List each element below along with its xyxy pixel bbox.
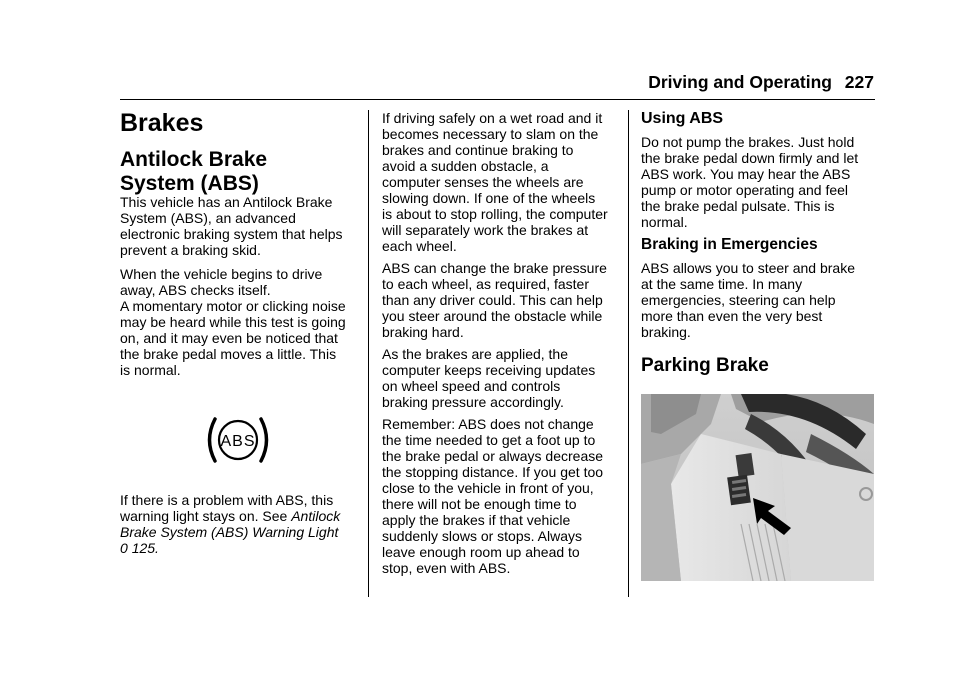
text-line: [120, 508, 360, 524]
text-line: the brake pedal moves a little. This: [120, 346, 337, 362]
abs-problem-paragraph: [120, 492, 360, 556]
page-ref-number: 125.: [131, 540, 159, 556]
abs-intro-paragraph: [120, 194, 360, 258]
text-line: each wheel.: [382, 238, 457, 254]
text-line: When the vehicle begins to drive: [120, 266, 323, 282]
text-italic: Antilock: [291, 508, 341, 524]
text-line: braking hard.: [382, 324, 464, 340]
text-line: on, and it may even be noticed that: [120, 330, 338, 346]
text-line: apply the brakes if that vehicle: [382, 512, 571, 528]
text-line: the brake pedal down firmly and let: [641, 150, 859, 166]
text-line: is normal.: [120, 362, 181, 378]
text-line: avoid a sudden obstacle, a: [382, 158, 549, 174]
text-line: System (ABS), an advanced: [120, 210, 296, 226]
text-line: suddenly slows or stops. Always: [382, 528, 582, 544]
text-line: If there is a problem with ABS, this: [120, 492, 334, 508]
text-line: computer keeps receiving updates: [382, 362, 596, 378]
subsection-title-abs: [120, 148, 267, 196]
using-abs-title: Using ABS: [641, 110, 724, 127]
abs-warning-light-icon: [206, 415, 270, 470]
section-title-brakes: Brakes: [120, 109, 204, 137]
text-plain: warning light stays on. See: [120, 508, 292, 524]
parking-brake-title: Parking Brake: [641, 355, 769, 376]
text-line: than any driver could. This can help: [382, 292, 603, 308]
text-line: If driving safely on a wet road and it: [382, 110, 603, 126]
text-line: electronic braking system that helps: [120, 226, 343, 242]
text-line: to each wheel, as required, faster: [382, 276, 590, 292]
page-ref-icon: 0: [120, 540, 128, 556]
column-divider-2: [628, 110, 629, 597]
page-reference[interactable]: [120, 540, 360, 556]
text-line: ABS work. You may hear the ABS: [641, 166, 851, 182]
text-line: braking.: [641, 324, 691, 340]
text-line: close to the vehicle in front of you,: [382, 480, 594, 496]
text-line: ABS allows you to steer and brake: [641, 260, 856, 276]
column-divider-1: [368, 110, 369, 597]
page-number: 227: [844, 72, 874, 92]
text-line: the brake pedal or always decrease: [382, 448, 604, 464]
parking-brake-photo: [641, 394, 874, 581]
subsection-title-line1: Antilock Brake: [120, 148, 268, 171]
text-line: Remember: ABS does not change: [382, 416, 594, 432]
abs-pressure-paragraph: [382, 260, 622, 340]
text-line: leave enough room up ahead to: [382, 544, 580, 560]
abs-wet-road-paragraph: [382, 110, 622, 254]
text-line: the brake pedal pulsate. This is: [641, 198, 835, 214]
subsection-title-line2: System (ABS): [120, 172, 259, 195]
text-line: is about to stop rolling, the computer: [382, 206, 608, 222]
abs-updates-paragraph: [382, 346, 622, 410]
text-line: normal.: [641, 214, 688, 230]
text-line: at the same time. In many: [641, 276, 803, 292]
text-line: emergencies, steering can help: [641, 292, 836, 308]
text-line: Brake System (ABS) Warning Light: [120, 524, 339, 540]
abs-remember-paragraph: [382, 416, 622, 576]
text-line: Do not pump the brakes. Just hold: [641, 134, 855, 150]
text-line: the stopping distance. If you get too: [382, 464, 604, 480]
emergency-paragraph: [641, 260, 877, 340]
text-line: there will not be enough time to: [382, 496, 577, 512]
text-line: slowing down. If one of the wheels: [382, 190, 596, 206]
abs-icon-text: ABS: [220, 433, 256, 450]
text-line: A momentary motor or clicking noise: [120, 298, 346, 314]
text-line: As the brakes are applied, the: [382, 346, 569, 362]
text-line: more than even the very best: [641, 308, 823, 324]
text-line: you steer around the obstacle while: [382, 308, 603, 324]
text-line: prevent a braking skid.: [120, 242, 261, 258]
abs-selfcheck-paragraph: [120, 266, 360, 378]
text-line: may be heard while this test is going: [120, 314, 346, 330]
text-line: away, ABS checks itself.: [120, 282, 271, 298]
text-line: computer senses the wheels are: [382, 174, 584, 190]
text-line: braking pressure accordingly.: [382, 394, 564, 410]
text-line: the time needed to get a foot up to: [382, 432, 596, 448]
emergency-title: Braking in Emergencies: [641, 236, 818, 253]
text-line: pump or motor operating and feel: [641, 182, 849, 198]
text-line: brakes and continue braking to: [382, 142, 574, 158]
text-line: becomes necessary to slam on the: [382, 126, 599, 142]
page-header-title: Driving and Operating: [648, 72, 832, 92]
header-rule: [120, 99, 875, 100]
text-line: ABS can change the brake pressure: [382, 260, 607, 276]
text-line: will separately work the brakes at: [382, 222, 589, 238]
using-abs-paragraph: [641, 134, 877, 230]
text-line: on wheel speed and controls: [382, 378, 561, 394]
text-line: This vehicle has an Antilock Brake: [120, 194, 333, 210]
text-line: stop, even with ABS.: [382, 560, 511, 576]
